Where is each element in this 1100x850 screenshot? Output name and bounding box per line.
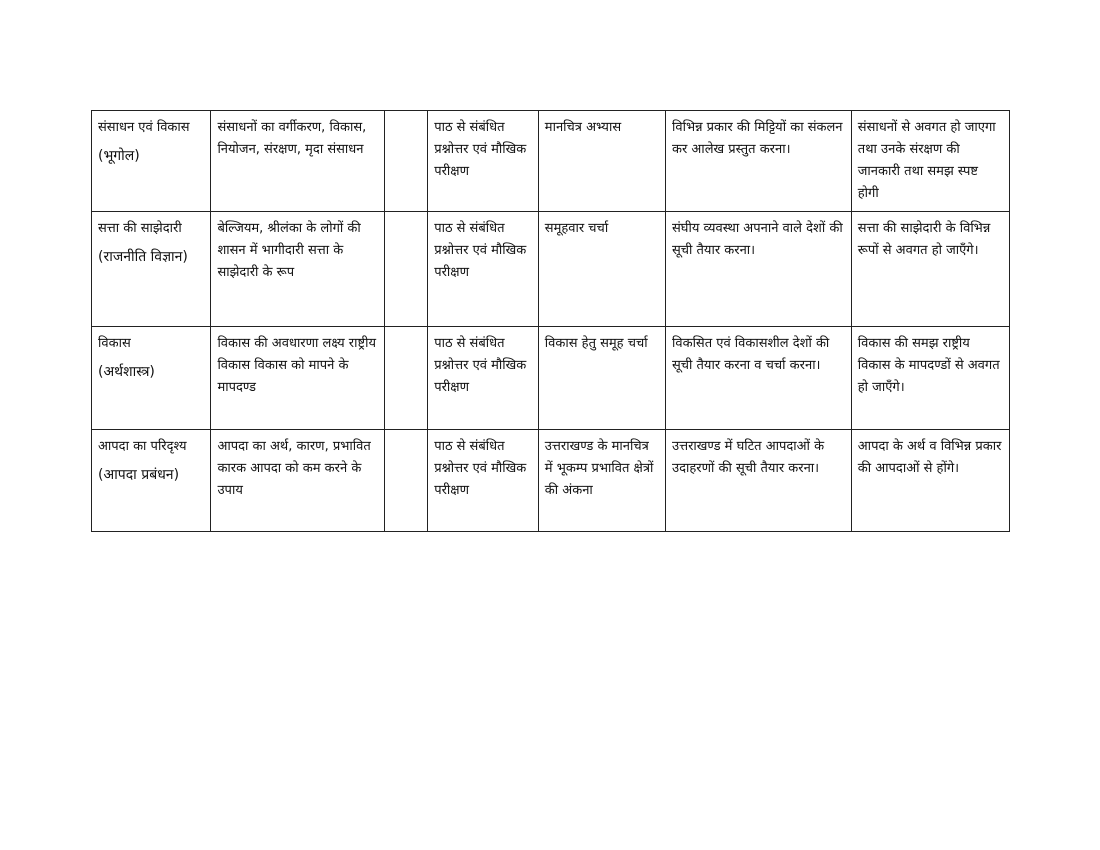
outcome-text: संसाधनों से अवगत हो जाएगा तथा उनके संरक्षण की जानकारी तथा समझ स्पष्ट होगी [857, 120, 996, 201]
outcome-cell [851, 212, 1009, 327]
method-text: मानचित्र अभ्यास [544, 120, 622, 135]
content-cell [211, 111, 385, 212]
evaluation-text: पाठ से संबंधित प्रश्नोत्तर एवं मौखिक परीक्षण [434, 336, 527, 395]
evaluation-cell [428, 430, 539, 532]
evaluation-cell [428, 111, 539, 212]
outcome-text: सत्ता की साझेदारी के विभिन्न रूपों से अवगत हो जाएँगे। [857, 221, 991, 258]
content-cell [211, 212, 385, 327]
topic-subject: (भूगोल) [98, 148, 140, 164]
outcome-cell [851, 430, 1009, 532]
method-cell [538, 212, 665, 327]
topic-subject: (अर्थशास्त्र) [98, 364, 155, 380]
evaluation-cell [428, 212, 539, 327]
method-text: समूहवार चर्चा [544, 221, 609, 236]
outcome-text: विकास की समझ राष्ट्रीय विकास के मापदण्डों से अवगत हो जाएँगे। [857, 336, 1000, 395]
method-text: विकास हेतु समूह चर्चा [544, 336, 648, 351]
activity-cell [665, 212, 851, 327]
blank-cell [385, 327, 428, 430]
table-row [92, 212, 1010, 327]
topic-cell [92, 212, 211, 327]
activity-cell [665, 111, 851, 212]
content-text: आपदा का अर्थ, कारण, प्रभावित कारक आपदा को कम करने के उपाय [217, 439, 371, 498]
evaluation-cell [428, 327, 539, 430]
outcome-cell [851, 111, 1009, 212]
blank-cell [385, 430, 428, 532]
table-row [92, 430, 1010, 532]
topic-cell [92, 430, 211, 532]
topic-title: आपदा का परिदृश्य [98, 439, 187, 454]
outcome-text: आपदा के अर्थ व विभिन्न प्रकार की आपदाओं से होंगे। [857, 439, 1002, 476]
blank-cell [385, 212, 428, 327]
blank-cell [385, 111, 428, 212]
outcome-cell [851, 327, 1009, 430]
evaluation-text: पाठ से संबंधित प्रश्नोत्तर एवं मौखिक परीक्षण [434, 120, 527, 179]
topic-title: विकास [98, 336, 131, 351]
topic-title: संसाधन एवं विकास [98, 120, 190, 135]
topic-subject: (आपदा प्रबंधन) [98, 467, 180, 483]
activity-cell [665, 327, 851, 430]
content-text: संसाधनों का वर्गीकरण, विकास, नियोजन, संरक्षण, मृदा संसाधन [217, 120, 367, 157]
activity-cell [665, 430, 851, 532]
content-text: बेल्जियम, श्रीलंका के लोगों की शासन में भागीदारी सत्ता के साझेदारी के रूप [217, 221, 361, 280]
table-row [92, 327, 1010, 430]
method-text: उत्तराखण्ड के मानचित्र में भूकम्प प्रभावित क्षेत्रों की अंकना [544, 439, 654, 498]
evaluation-text: पाठ से संबंधित प्रश्नोत्तर एवं मौखिक परीक्षण [434, 439, 527, 498]
method-cell [538, 111, 665, 212]
activity-text: विभिन्न प्रकार की मिट्टियों का संकलन कर आलेख प्रस्तुत करना। [671, 120, 843, 157]
topic-title: सत्ता की साझेदारी [98, 221, 182, 236]
method-cell [538, 430, 665, 532]
content-cell [211, 430, 385, 532]
topic-subject: (राजनीति विज्ञान) [98, 249, 188, 265]
activity-text: उत्तराखण्ड में घटित आपदाओं के उदाहरणों की सूची तैयार करना। [671, 439, 825, 476]
content-cell [211, 327, 385, 430]
activity-text: विकसित एवं विकासशील देशों की सूची तैयार करना व चर्चा करना। [671, 336, 830, 373]
curriculum-table [91, 110, 1010, 532]
topic-cell [92, 327, 211, 430]
method-cell [538, 327, 665, 430]
table-row [92, 111, 1010, 212]
content-text: विकास की अवधारणा लक्ष्य राष्ट्रीय विकास विकास को मापने के मापदण्ड [217, 336, 376, 395]
activity-text: संघीय व्यवस्था अपनाने वाले देशों की सूची तैयार करना। [671, 221, 843, 258]
topic-cell [92, 111, 211, 212]
evaluation-text: पाठ से संबंधित प्रश्नोत्तर एवं मौखिक परीक्षण [434, 221, 527, 280]
